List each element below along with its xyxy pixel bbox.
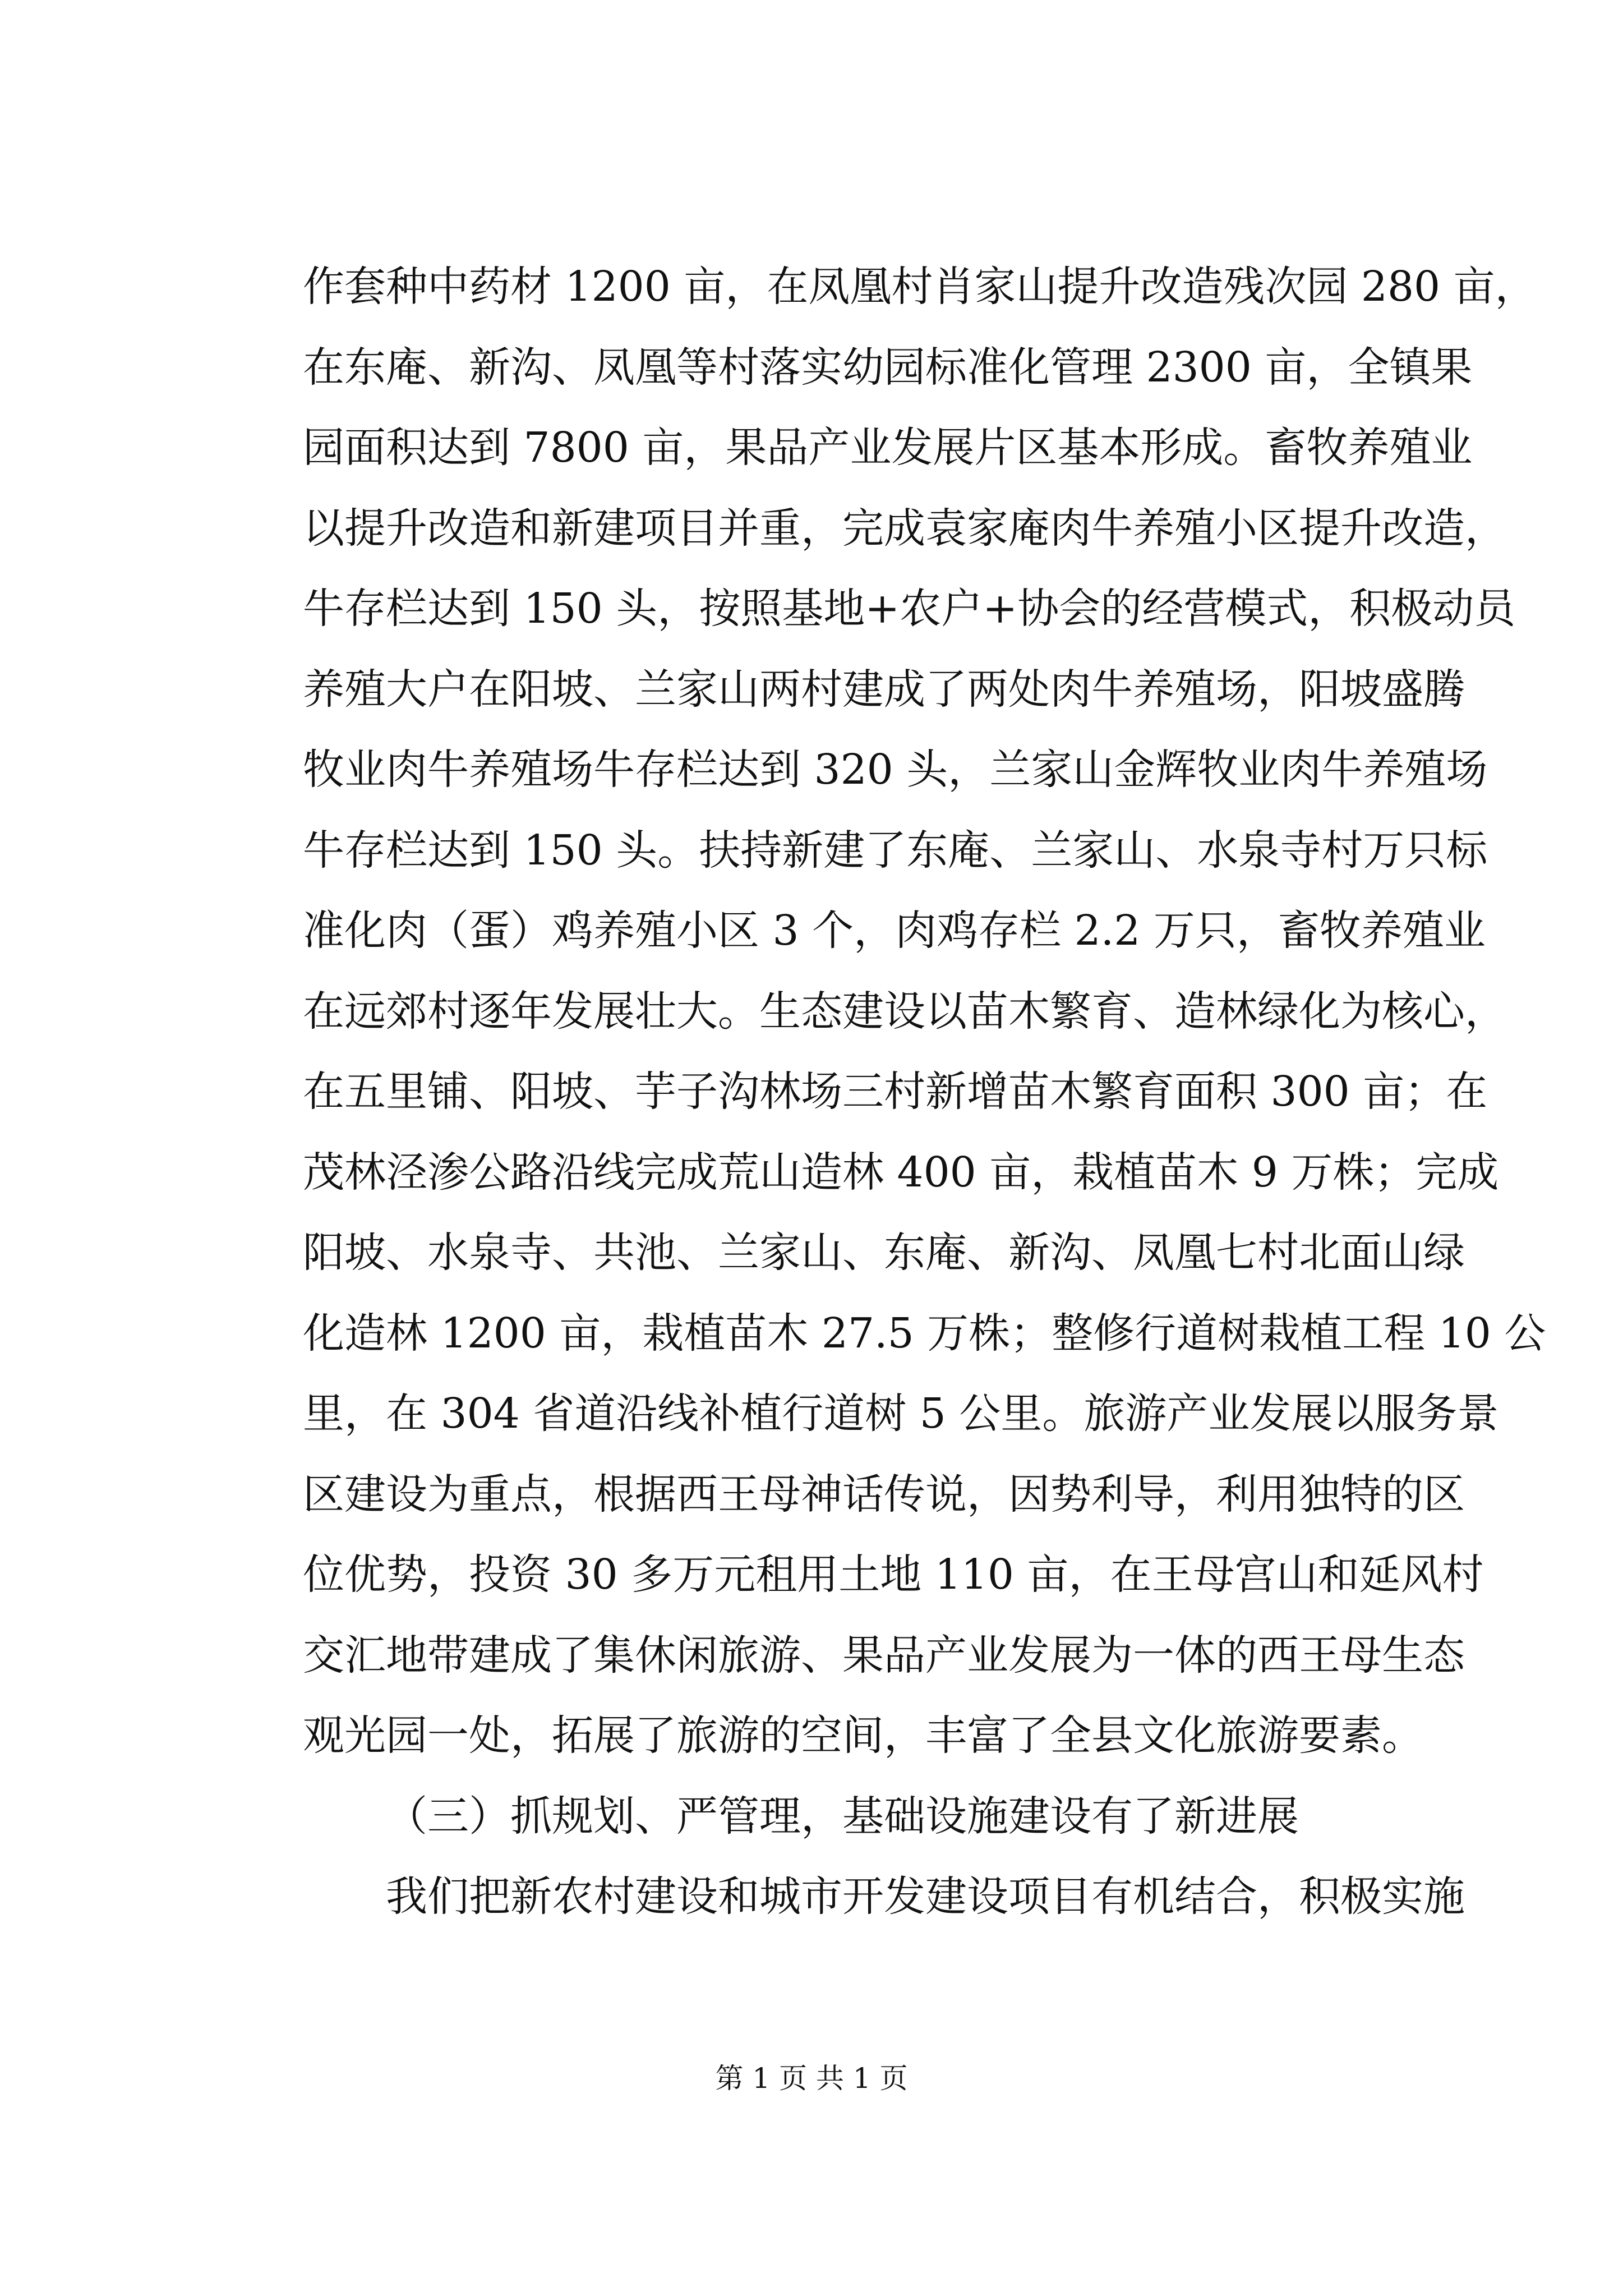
- paragraph-line: 交汇地带建成了集休闲旅游、果品产业发展为一体的西王母生态: [303, 1631, 1465, 1680]
- paragraph-line: 里，在 304 省道沿线补植行道树 5 公里。旅游产业发展以服务景: [303, 1389, 1499, 1438]
- paragraph-line: 以提升改造和新建项目并重，完成袁家庵肉牛养殖小区提升改造，: [303, 504, 1506, 553]
- paragraph-line: 准化肉（蛋）鸡养殖小区 3 个，肉鸡存栏 2.2 万只，畜牧养殖业: [303, 907, 1486, 955]
- paragraph-line: 茂林泾渗公路沿线完成荒山造林 400 亩，栽植苗木 9 万株；完成: [303, 1148, 1499, 1197]
- paragraph-line: 阳坡、水泉寺、共池、兰家山、东庵、新沟、凤凰七村北面山绿: [303, 1228, 1465, 1277]
- paragraph-line: 在东庵、新沟、凤凰等村落实幼园标准化管理 2300 亩，全镇果: [303, 343, 1473, 392]
- body-text: [303, 247, 1546, 1938]
- paragraph-line: 在远郊村逐年发展壮大。生态建设以苗木繁育、造林绿化为核心，: [303, 987, 1506, 1036]
- paragraph-line: 观光园一处，拓展了旅游的空间，丰富了全县文化旅游要素。: [303, 1711, 1423, 1760]
- paragraph-line: 牧业肉牛养殖场牛存栏达到 320 头，兰家山金辉牧业肉牛养殖场: [303, 746, 1488, 794]
- paragraph-line: 化造林 1200 亩，栽植苗木 27.5 万株；整修行道树栽植工程 10 公: [303, 1309, 1546, 1358]
- paragraph-line: 在五里铺、阳坡、芋子沟林场三村新增苗木繁育面积 300 亩；在: [303, 1068, 1488, 1116]
- paragraph-line: 区建设为重点，根据西王母神话传说，因势利导，利用独特的区: [303, 1470, 1465, 1519]
- paragraph-line: 牛存栏达到 150 头，按照基地+农户+协会的经营模式，积极动员: [303, 585, 1516, 633]
- paragraph-line: 位优势，投资 30 多万元租用土地 110 亩，在王母宫山和延风村: [303, 1550, 1484, 1599]
- paragraph-line: 作套种中药材 1200 亩，在凤凰村肖家山提升改造残次园 280 亩，: [303, 263, 1537, 311]
- section-heading: （三）抓规划、严管理，基础设施建设有了新进展: [386, 1792, 1299, 1841]
- paragraph-line: 牛存栏达到 150 头。扶持新建了东庵、兰家山、水泉寺村万只标: [303, 826, 1488, 875]
- paragraph-line: 养殖大户在阳坡、兰家山两村建成了两处肉牛养殖场，阳坡盛腾: [303, 665, 1465, 714]
- paragraph-line: 我们把新农村建设和城市开发建设项目有机结合，积极实施: [386, 1872, 1465, 1921]
- page-number-footer: 第 1 页 共 1 页: [715, 2062, 908, 2095]
- paragraph-line: 园面积达到 7800 亩，果品产业发展片区基本形成。畜牧养殖业: [303, 424, 1473, 472]
